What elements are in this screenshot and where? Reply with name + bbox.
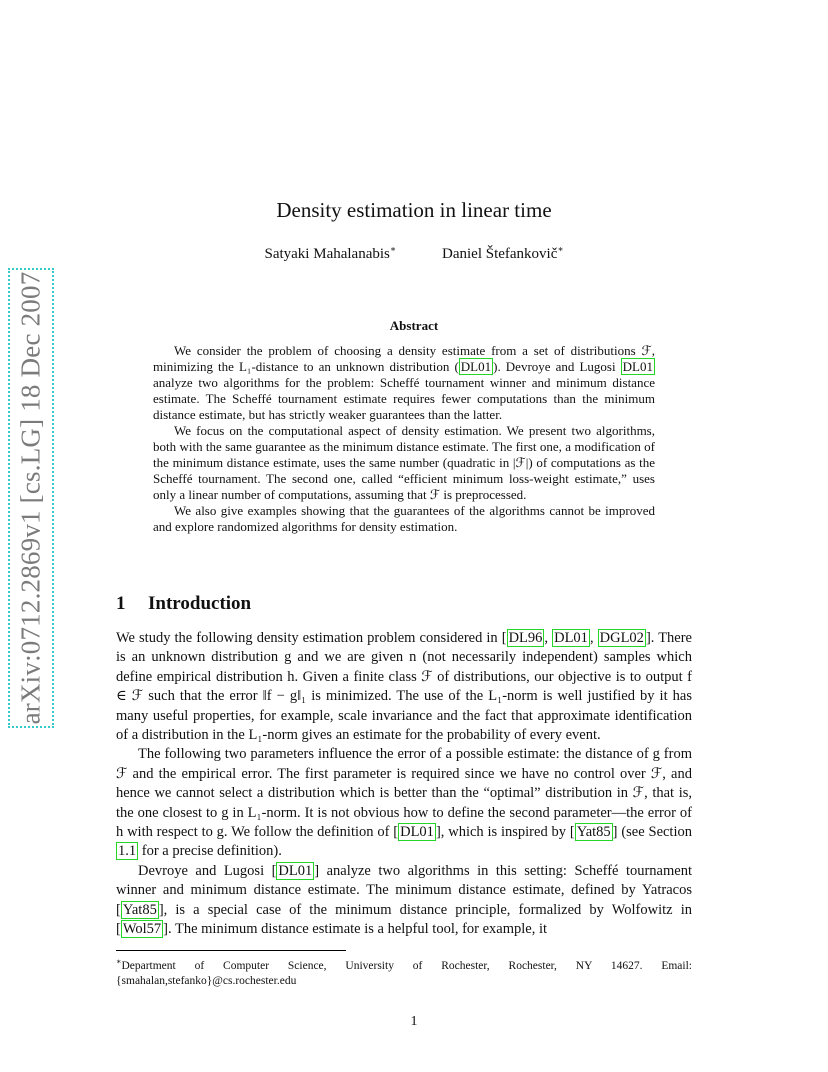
footnote-divider bbox=[116, 950, 346, 951]
author-name: Daniel Štefankovič bbox=[442, 246, 558, 262]
text: ] analyze two algorithms in this setting: Scheffé tournament winner and minimum distance estimate. The minimum distance estimate, defined by Yatracos [ bbox=[116, 862, 692, 918]
text: ] (see Section bbox=[612, 824, 692, 841]
citation-link[interactable]: DGL02 bbox=[599, 630, 644, 646]
text: ], is a special case of the minimum distance principle, formalized by Wolfowitz in [ bbox=[116, 901, 692, 938]
footnote-text: Department of Computer Science, University of Rochester, Rochester, NY 14627. Email: {smahalan,stefanko}@cs.rochester.edu bbox=[116, 959, 692, 987]
citation-link[interactable]: DL01 bbox=[278, 862, 313, 879]
text: , bbox=[589, 630, 598, 646]
section-title: Introduction bbox=[148, 593, 252, 614]
abstract-paragraph: We also give examples showing that the guarantees of the algorithms cannot be improved and explore randomized algorithms for density estimation. bbox=[153, 503, 655, 534]
citation-link[interactable]: Yat85 bbox=[576, 824, 611, 841]
citation-link[interactable]: DL96 bbox=[508, 630, 543, 646]
text: The following two parameters influence the error of a possible estimate: the distance of g from ℱ and the empirical error. The first parameter is required since we have no control over ℱ, and hence we cannot select a distribution which is better than the “optimal” distribution in ℱ, that is, the one closest to g in L₁-norm. It is not obvious how to define the second parameter—the error of h with respect to g. We follow the definition of [ bbox=[116, 746, 692, 841]
citation-link[interactable]: DL01 bbox=[400, 824, 434, 841]
text: for a precise definition). bbox=[138, 843, 282, 860]
author-1 bbox=[264, 244, 396, 263]
body-paragraph bbox=[116, 745, 692, 861]
abstract-body bbox=[153, 343, 655, 535]
text: We consider the problem of choosing a density estimate from a set of distributions ℱ, minimizing the L₁-distance to an unknown distribution ( bbox=[153, 343, 655, 374]
footnote-mark: ∗ bbox=[116, 957, 122, 966]
citation-link[interactable]: Wol57 bbox=[122, 921, 162, 938]
section-heading bbox=[116, 593, 251, 615]
arxiv-identifier-box[interactable] bbox=[8, 268, 54, 728]
section-link[interactable]: 1.1 bbox=[118, 843, 137, 860]
body-paragraph bbox=[116, 862, 692, 940]
text: ]. There is an unknown distribution g and we are given n (not necessarily independent) samples which define empirical distribution h. Given a finite class ℱ of distributions, our objective is to output f ∈ ℱ such that the error ‖f − g‖₁ is minimized. The use of the L₁-norm is well justified by it has many useful properties, for example, scale invariance and the fact that approximate identification of a distribution in the L₁-norm gives an estimate for the probability of every event. bbox=[116, 630, 692, 744]
arxiv-identifier[interactable]: arXiv:0712.2869v1 [cs.LG] 18 Dec 2007 bbox=[15, 271, 46, 725]
text: We study the following density estimation problem considered in [ bbox=[116, 630, 507, 646]
page-number: 1 bbox=[410, 1014, 418, 1029]
text: Devroye and Lugosi [ bbox=[138, 862, 277, 879]
paper-title: Density estimation in linear time bbox=[276, 198, 552, 222]
author-name: Satyaki Mahalanabis bbox=[264, 246, 390, 262]
citation-link[interactable]: Yat85 bbox=[122, 901, 157, 918]
text: analyze two algorithms for the problem: Scheffé tournament winner and minimum distance estimate. The Scheffé tournament estimate requires fewer computations than the minimum distance estimate, but has strictly weaker guarantees than the latter. bbox=[153, 375, 655, 422]
body-paragraph bbox=[116, 629, 692, 745]
author-footnote-mark[interactable]: ∗ bbox=[389, 244, 396, 254]
text: ], which is inspired by [ bbox=[435, 824, 575, 841]
author-footnote-mark[interactable]: ∗ bbox=[557, 244, 564, 254]
text: , bbox=[544, 630, 553, 646]
abstract-heading: Abstract bbox=[389, 318, 439, 333]
abstract-paragraph bbox=[153, 343, 655, 423]
footnote bbox=[116, 954, 692, 989]
abstract-paragraph: We focus on the computational aspect of density estimation. We present two algorithms, both with the same guarantee as the minimum distance estimate. The first one, a modification of the minimum distance estimate, uses the same number (quadratic in |ℱ|) of computations as the Scheffé tournament. The second one, called “efficient minimum loss-weight estimate,” uses only a linear number of computations, assuming that ℱ is preprocessed. bbox=[153, 423, 655, 502]
body-text bbox=[116, 629, 692, 940]
author-2 bbox=[442, 244, 564, 263]
author-list bbox=[0, 244, 828, 263]
text: ). Devroye and Lugosi bbox=[493, 359, 621, 374]
text: ]. The minimum distance estimate is a helpful tool, for example, it bbox=[163, 921, 548, 938]
section-number: 1 bbox=[116, 593, 126, 614]
citation-link[interactable]: DL01 bbox=[460, 359, 492, 374]
citation-link[interactable]: DL01 bbox=[554, 630, 588, 646]
citation-link[interactable]: DL01 bbox=[622, 359, 654, 374]
